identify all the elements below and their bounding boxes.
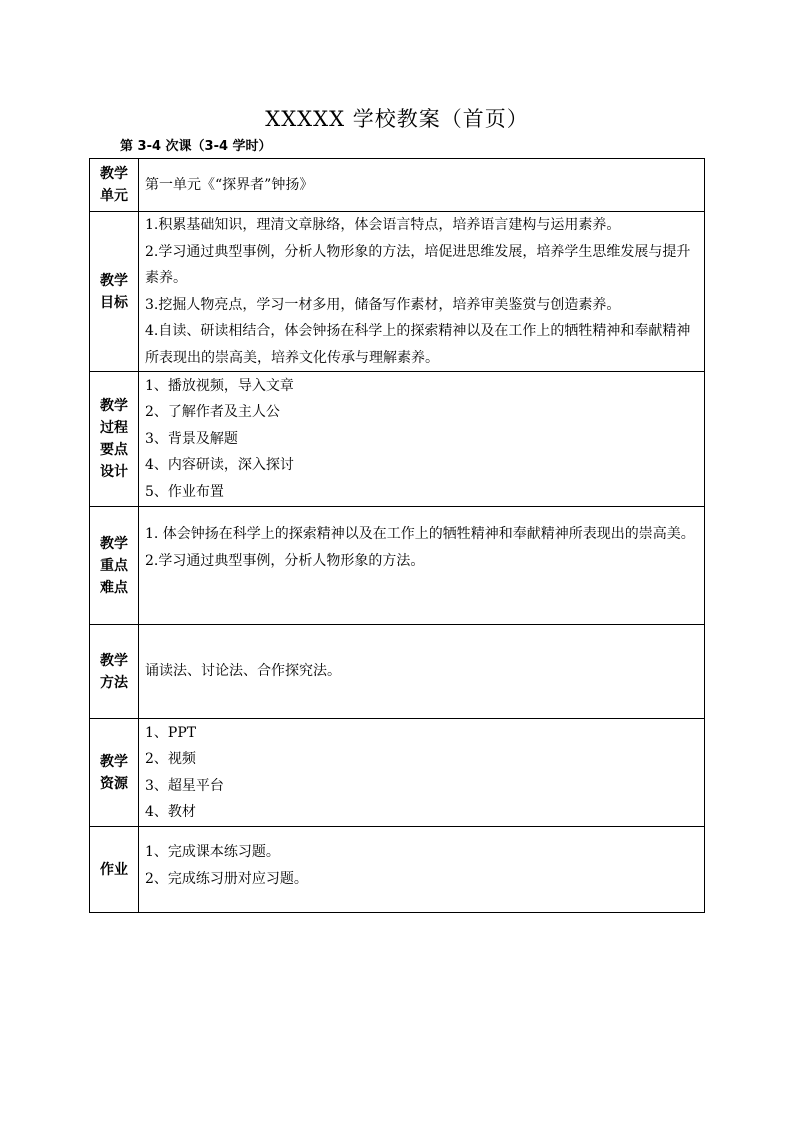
row-label: 教学单元 — [90, 159, 139, 212]
content-line: 1、完成课本练习题。 — [145, 844, 280, 860]
content-line: 第一单元《“探界者”钟扬》 — [145, 176, 314, 193]
row-label: 教学过程要点设计 — [90, 372, 139, 507]
content-line: 2.学习通过典型事例，分析人物形象的方法。 — [145, 552, 425, 569]
row-label: 教学方法 — [90, 625, 139, 719]
content-line: 3、背景及解题 — [145, 430, 238, 447]
content-line: 2、完成练习册对应习题。 — [145, 870, 308, 887]
row-label: 教学资源 — [90, 719, 139, 827]
content-line: 1、PPT — [145, 724, 197, 741]
row-content-objectives — [139, 212, 705, 372]
row-content-unit — [139, 159, 705, 212]
content-line: 3、超星平台 — [145, 777, 224, 794]
row-label: 作业 — [90, 827, 139, 913]
session-info: 第 3-4 次课（3-4 学时） — [120, 139, 272, 154]
content-line: 2、视频 — [145, 751, 196, 767]
row-label: 教学重点难点 — [90, 507, 139, 625]
content-line: 1、播放视频，导入文章 — [145, 377, 294, 394]
table-row-methods — [90, 625, 705, 719]
table-row-objectives — [90, 212, 705, 372]
row-content-resources — [139, 719, 705, 827]
content-line: 1.积累基础知识，理清文章脉络，体会语言特点，培养语言建构与运用素养。 — [145, 217, 621, 233]
content-line: 1. 体会钟扬在科学上的探索精神以及在工作上的牺牲精神和奉献精神所表现出的崇高美。 — [145, 526, 695, 542]
content-line: 2、了解作者及主人公 — [145, 404, 280, 421]
row-content-methods — [139, 625, 705, 719]
content-line: 5、作业布置 — [145, 483, 224, 500]
content-line: 3.挖掘人物亮点，学习一材多用，储备写作素材，培养审美鉴赏与创造素养。 — [145, 296, 621, 313]
table-row-unit — [90, 159, 705, 212]
content-line: 诵读法、讨论法、合作探究法。 — [145, 663, 341, 680]
table-row-key-points — [90, 507, 705, 625]
row-label: 教学目标 — [90, 212, 139, 372]
row-content-homework — [139, 827, 705, 913]
row-content-key-points — [139, 507, 705, 625]
page-title: XXXXX 学校教案（首页） — [265, 107, 529, 131]
lesson-plan-table — [89, 158, 705, 913]
table-row-homework — [90, 827, 705, 913]
row-content-process — [139, 372, 705, 507]
content-line: 4、内容研读，深入探讨 — [145, 457, 294, 474]
content-line: 2.学习通过典型事例，分析人物形象的方法，培促进思维发展，培养学生思维发展与提升素养。 — [145, 243, 691, 286]
table-row-resources — [90, 719, 705, 827]
table-row-process — [90, 372, 705, 507]
content-line: 4、教材 — [145, 804, 196, 820]
content-line: 4.自读、研读相结合，体会钟扬在科学上的探索精神以及在工作上的牺牲精神和奉献精神所表现出的崇高美，培养文化传承与理解素养。 — [145, 323, 691, 366]
